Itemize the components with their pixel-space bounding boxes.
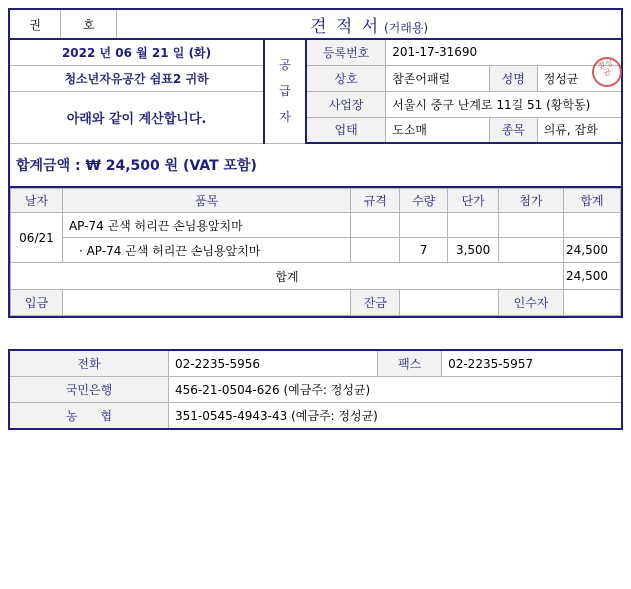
bank1-account: 456-21-0504-626 (예금주: 정성균) — [169, 377, 622, 403]
deposit-value — [62, 290, 350, 316]
business-type-value: 도소매 — [386, 117, 490, 143]
group-extra-cell — [499, 213, 564, 238]
supplier-char-3: 자 — [279, 110, 291, 125]
col-header-total: 합계 — [563, 189, 620, 213]
group-qty-cell — [400, 213, 448, 238]
fax-value: 02-2235-5957 — [442, 350, 622, 377]
bank2-label: 농 협 — [9, 403, 169, 430]
fax-label: 팩스 — [378, 350, 442, 377]
reg-number-label: 등록번호 — [306, 39, 386, 65]
group-total-cell — [563, 213, 620, 238]
business-type-label: 업태 — [306, 117, 386, 143]
sum-label: 합계 — [11, 263, 564, 290]
receiver-label: 인수자 — [499, 290, 564, 316]
document-title: 견 적 서 — [310, 16, 381, 37]
contact-table — [8, 349, 623, 430]
sum-value: 24,500 — [563, 263, 620, 290]
items-table — [10, 188, 621, 316]
col-header-qty: 수량 — [400, 189, 448, 213]
address-value: 서울시 중구 난계로 11길 51 (황학동) — [386, 91, 622, 117]
reg-number-value: 201-17-31690 — [386, 39, 622, 65]
gwon-label: 권 — [9, 9, 61, 39]
total-amount: 합계금액 : ₩ 24,500 원 (VAT 포함) — [9, 143, 622, 187]
group-spec-cell — [351, 213, 400, 238]
group-price-cell — [448, 213, 499, 238]
item-name: · AP-74 곤색 허리끈 손님용앞치마 — [62, 238, 350, 263]
item-group-name: AP-74 곤색 허리끈 손님용앞치마 — [62, 213, 350, 238]
item-total: 24,500 — [563, 238, 620, 263]
quote-document — [8, 8, 623, 318]
item-spec — [351, 238, 400, 263]
supplier-char-1: 공 — [279, 58, 291, 73]
table-row — [11, 238, 621, 263]
recipient: 청소년자유공간 쉼표2 귀하 — [9, 65, 264, 91]
phone-label: 전화 — [9, 350, 169, 377]
address-label: 사업장 — [306, 91, 386, 117]
item-unit-price: 3,500 — [448, 238, 499, 263]
deposit-label: 입금 — [11, 290, 63, 316]
receiver-value — [563, 290, 620, 316]
company-label: 상호 — [306, 65, 386, 91]
balance-label: 잔금 — [351, 290, 400, 316]
bank1-label: 국민은행 — [9, 377, 169, 403]
item-type-label: 종목 — [489, 117, 537, 143]
document-title-cell — [117, 9, 622, 39]
balance-value — [400, 290, 499, 316]
item-qty: 7 — [400, 238, 448, 263]
company-value: 참존어패럴 — [386, 65, 490, 91]
greeting: 아래와 같이 계산합니다. — [9, 91, 264, 143]
col-header-unit-price: 단가 — [448, 189, 499, 213]
supplier-label — [264, 39, 306, 143]
ho-label: 호 — [61, 9, 117, 39]
col-header-extra: 첨가 — [499, 189, 564, 213]
seal-stamp-text: 정성균 — [596, 58, 614, 78]
representative-name: 정성균 — [537, 65, 622, 91]
document-subtitle: (거래용) — [383, 20, 429, 35]
table-row — [11, 213, 621, 238]
item-extra — [499, 238, 564, 263]
col-header-date: 날자 — [11, 189, 63, 213]
quote-date: 2022 년 06 월 21 일 (화) — [9, 39, 264, 65]
name-label: 성명 — [489, 65, 537, 91]
col-header-item: 품목 — [62, 189, 350, 213]
row-date: 06/21 — [11, 213, 63, 263]
col-header-spec: 규격 — [351, 189, 400, 213]
supplier-char-2: 급 — [279, 84, 291, 99]
phone-value: 02-2235-5956 — [169, 350, 378, 377]
item-type-value: 의류, 잡화 — [537, 117, 622, 143]
bank2-account: 351-0545-4943-43 (예금주: 정성균) — [169, 403, 622, 430]
